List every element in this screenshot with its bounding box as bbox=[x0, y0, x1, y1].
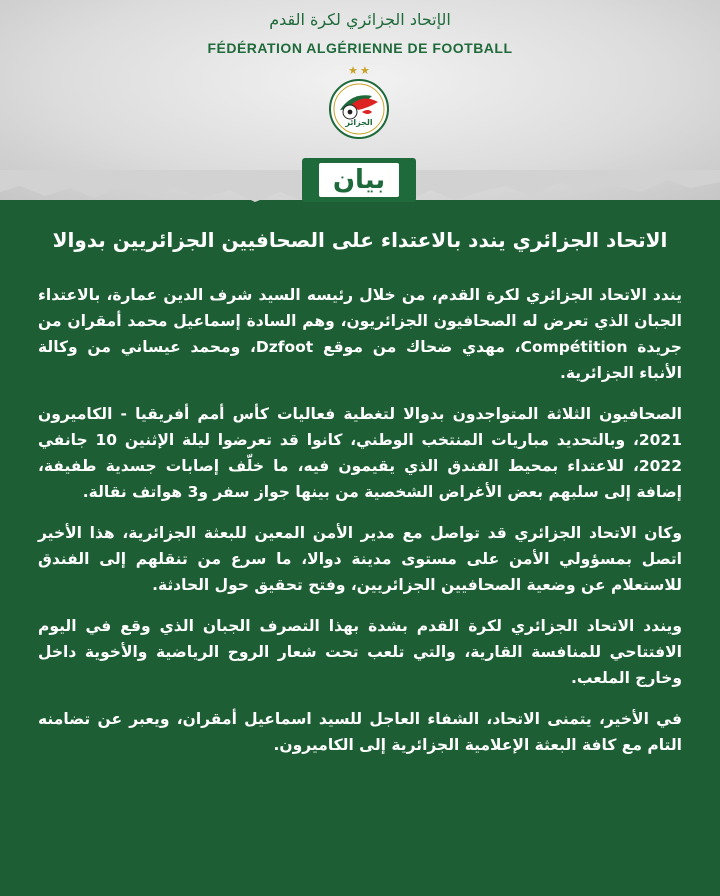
statement-badge-label: بيان bbox=[319, 163, 399, 197]
paragraph-1: يندد الاتحاد الجزائري لكرة القدم، من خلال رئيسه السيد شرف الدين عمارة، بالاعتداء الجبان الذي تعرض له الصحافيون الجزائريون، وهم السادة إسماعيل محمد أمقران من جريدة Compétition، مهدي ضحاك من موقع Dzfoot، ومحمد عيساني من وكالة الأنباء الجزائرية. bbox=[38, 286, 682, 382]
federation-name-arabic: الإتحاد الجزائري لكرة القدم bbox=[269, 10, 451, 29]
statement-body bbox=[38, 282, 682, 773]
federation-crest-logo bbox=[328, 78, 390, 140]
paragraph-2: الصحافيون الثلاثة المتواجدون بدوالا لتغطية فعاليات كأس أمم أفريقيا - الكاميرون 2021، وبالتحديد مباريات المنتخب الوطني، كانوا قد تعرضوا ليلة الإثنين 10 جانفي 2022، للاعتداء بمحيط الفندق الذي يقيمون فيه، ما خلّف إصابات جسدية طفيفة، إضافة إلى سلبهم بعض الأغراض الشخصية من بينها جواز سفر و3 هواتف نقالة. bbox=[38, 405, 682, 501]
paragraph-3: وكان الاتحاد الجزائري قد تواصل مع مدير الأمن المعين للبعثة الجزائرية، هذا الأخير اتصل بمسؤولي الأمن على مستوى مدينة دوالا، ما سرع من تنقلهم إلى الفندق للاستعلام عن وضعية الصحافيين الجزائريين، وفتح تحقيق حول الحادثة. bbox=[38, 524, 682, 594]
crest-caption: الجزائر bbox=[345, 118, 373, 127]
statement-badge bbox=[302, 158, 416, 202]
paragraph-5: في الأخير، يتمنى الاتحاد، الشفاء العاجل للسيد اسماعيل أمقران، ويعبر عن تضامنه التام مع كافة البعثة الإعلامية الجزائرية إلى الكاميرون. bbox=[38, 710, 682, 754]
paragraph-4: ويندد الاتحاد الجزائري لكرة القدم بشدة بهذا التصرف الجبان الذي وقع في اليوم الافتتاحي للمنافسة القارية، والتي تلعب تحت شعار الروح الرياضية والأخوية داخل وخارج الملعب. bbox=[38, 617, 682, 687]
federation-name-french: FÉDÉRATION ALGÉRIENNE DE FOOTBALL bbox=[207, 40, 513, 56]
statement-headline: الاتحاد الجزائري يندد بالاعتداء على الصحافيين الجزائريين بدوالا bbox=[52, 228, 668, 252]
stars-icon: ★★ bbox=[348, 64, 372, 77]
